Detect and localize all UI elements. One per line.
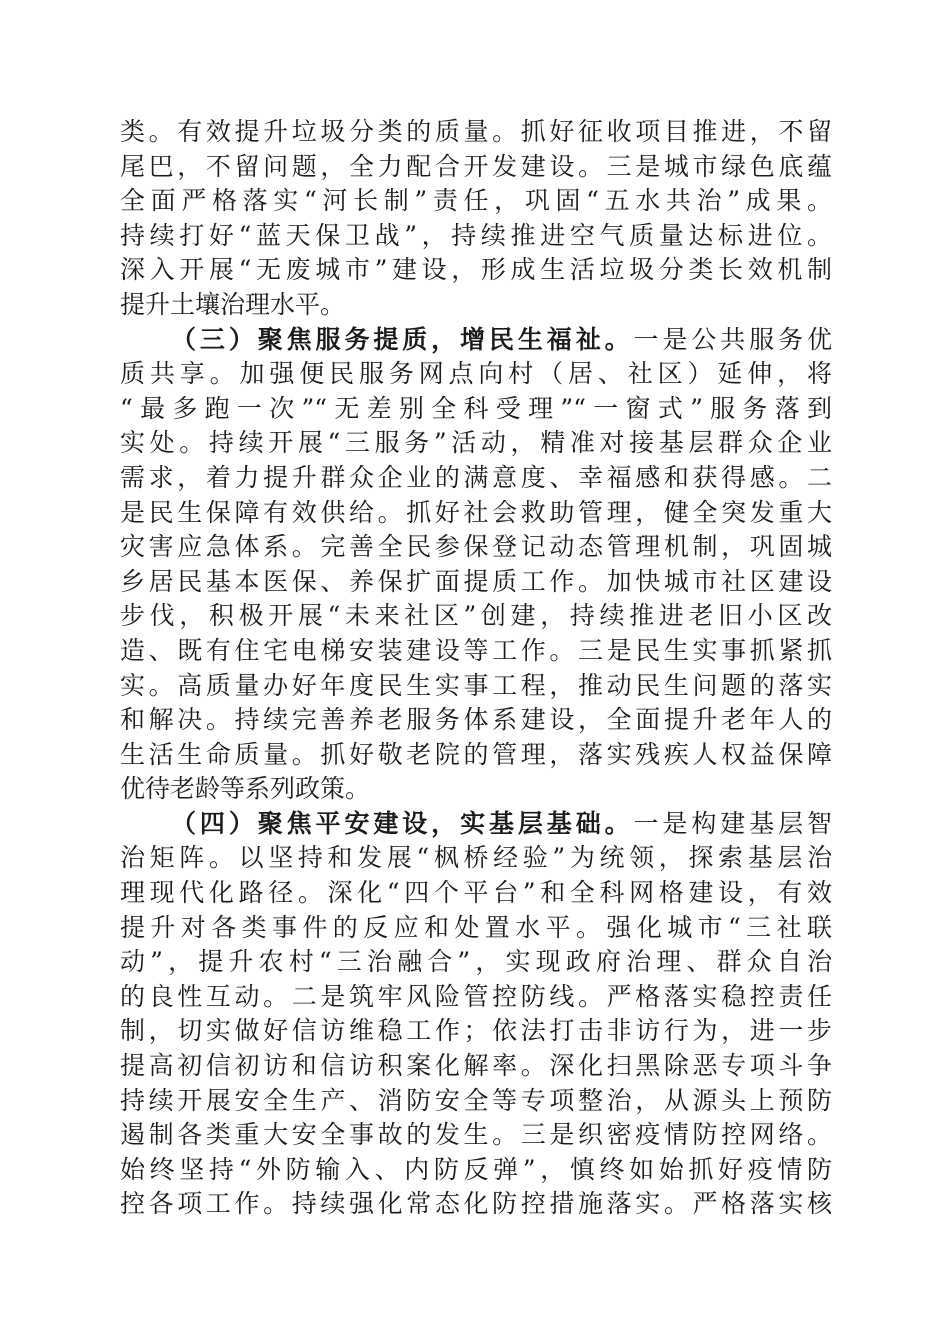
text-segment: 一是构建基层智 — [633, 808, 832, 838]
text-line: 提升对各类事件的反应和处置水平。强化城市“三社联 — [120, 912, 832, 942]
text-line: 造、既有住宅电梯安装建设等工作。三是民生实事抓紧抓 — [120, 635, 832, 665]
text-line: 遏制各类重大安全事故的发生。三是织密疫情防控网络。 — [120, 1120, 832, 1150]
text-line: 制，切实做好信访维稳工作；依法打击非访行为，进一步 — [120, 1016, 832, 1046]
text-line: 持续打好“蓝天保卫战”，持续推进空气质量达标进位。 — [120, 220, 832, 250]
document-body — [120, 115, 832, 1222]
text-line: 灾害应急体系。完善全民参保登记动态管理机制，巩固城 — [120, 532, 832, 562]
paragraph-2 — [120, 323, 832, 807]
paragraph-first-line — [120, 323, 832, 358]
text-line: 类。有效提升垃圾分类的质量。抓好征收项目推进，不留 — [120, 117, 832, 146]
text-line: 控各项工作。持续强化常态化防控措施落实。严格落实核 — [120, 1189, 832, 1219]
text-line: 动”，提升农村“三治融合”，实现政府治理、群众自治 — [120, 947, 832, 977]
text-line: 是民生保障有效供给。抓好社会救助管理，健全突发重大 — [120, 497, 832, 527]
text-line: 步伐，积极开展“未来社区”创建，持续推进老旧小区改 — [120, 601, 832, 631]
text-line: 需求，着力提升群众企业的满意度、幸福感和获得感。二 — [120, 462, 832, 492]
text-line: 和解决。持续完善养老服务体系建设，全面提升老年人的 — [120, 705, 832, 735]
text-line: 实处。持续开展“三服务”活动，精准对接基层群众企业 — [120, 428, 832, 458]
text-line: 的良性互动。二是筑牢风险管控防线。严格落实稳控责任 — [120, 981, 832, 1011]
text-line: 实。高质量办好年度民生实事工程，推动民生问题的落实 — [120, 670, 832, 700]
text-line: 全面严格落实“河长制”责任，巩固“五水共治”成果。 — [120, 186, 832, 216]
text-line: 理现代化路径。深化“四个平台”和全科网格建设，有效 — [120, 878, 832, 908]
text-line: 始终坚持“外防输入、内防反弹”，慎终如始抓好疫情防 — [120, 1154, 832, 1184]
text-line: 乡居民基本医保、养保扩面提质工作。加快城市社区建设 — [120, 566, 832, 596]
paragraph-1 — [120, 115, 832, 323]
text-line: 深入开展“无废城市”建设，形成生活垃圾分类长效机制 — [120, 255, 832, 285]
text-line: 持续开展安全生产、消防安全等专项整治，从源头上预防 — [120, 1085, 832, 1115]
section-heading-4: （四）聚焦平安建设，实基层基础。 — [171, 808, 634, 838]
text-line: 生活生命质量。抓好敬老院的管理，落实残疾人权益保障 — [120, 739, 832, 769]
text-line: “最多跑一次”“无差别全科受理”“一窗式”服务落到 — [120, 393, 832, 423]
text-line: 治矩阵。以坚持和发展“枫桥经验”为统领，探索基层治 — [120, 843, 832, 873]
text-segment: 一是公共服务优 — [633, 324, 832, 354]
text-line: 尾巴，不留问题，全力配合开发建设。三是城市绿色底蕴 — [120, 151, 832, 181]
text-line: 优待老龄等系列政策。 — [120, 774, 371, 804]
section-heading-3: （三）聚焦服务提质，增民生福祉。 — [171, 324, 634, 354]
paragraph-first-line — [120, 807, 832, 842]
text-line: 提升土壤治理水平。 — [120, 289, 346, 319]
paragraph-3 — [120, 807, 832, 1222]
text-line: 质共享。加强便民服务网点向村（居、社区）延伸，将 — [120, 359, 832, 389]
text-line: 提高初信初访和信访积案化解率。深化扫黑除恶专项斗争 — [120, 1051, 832, 1081]
